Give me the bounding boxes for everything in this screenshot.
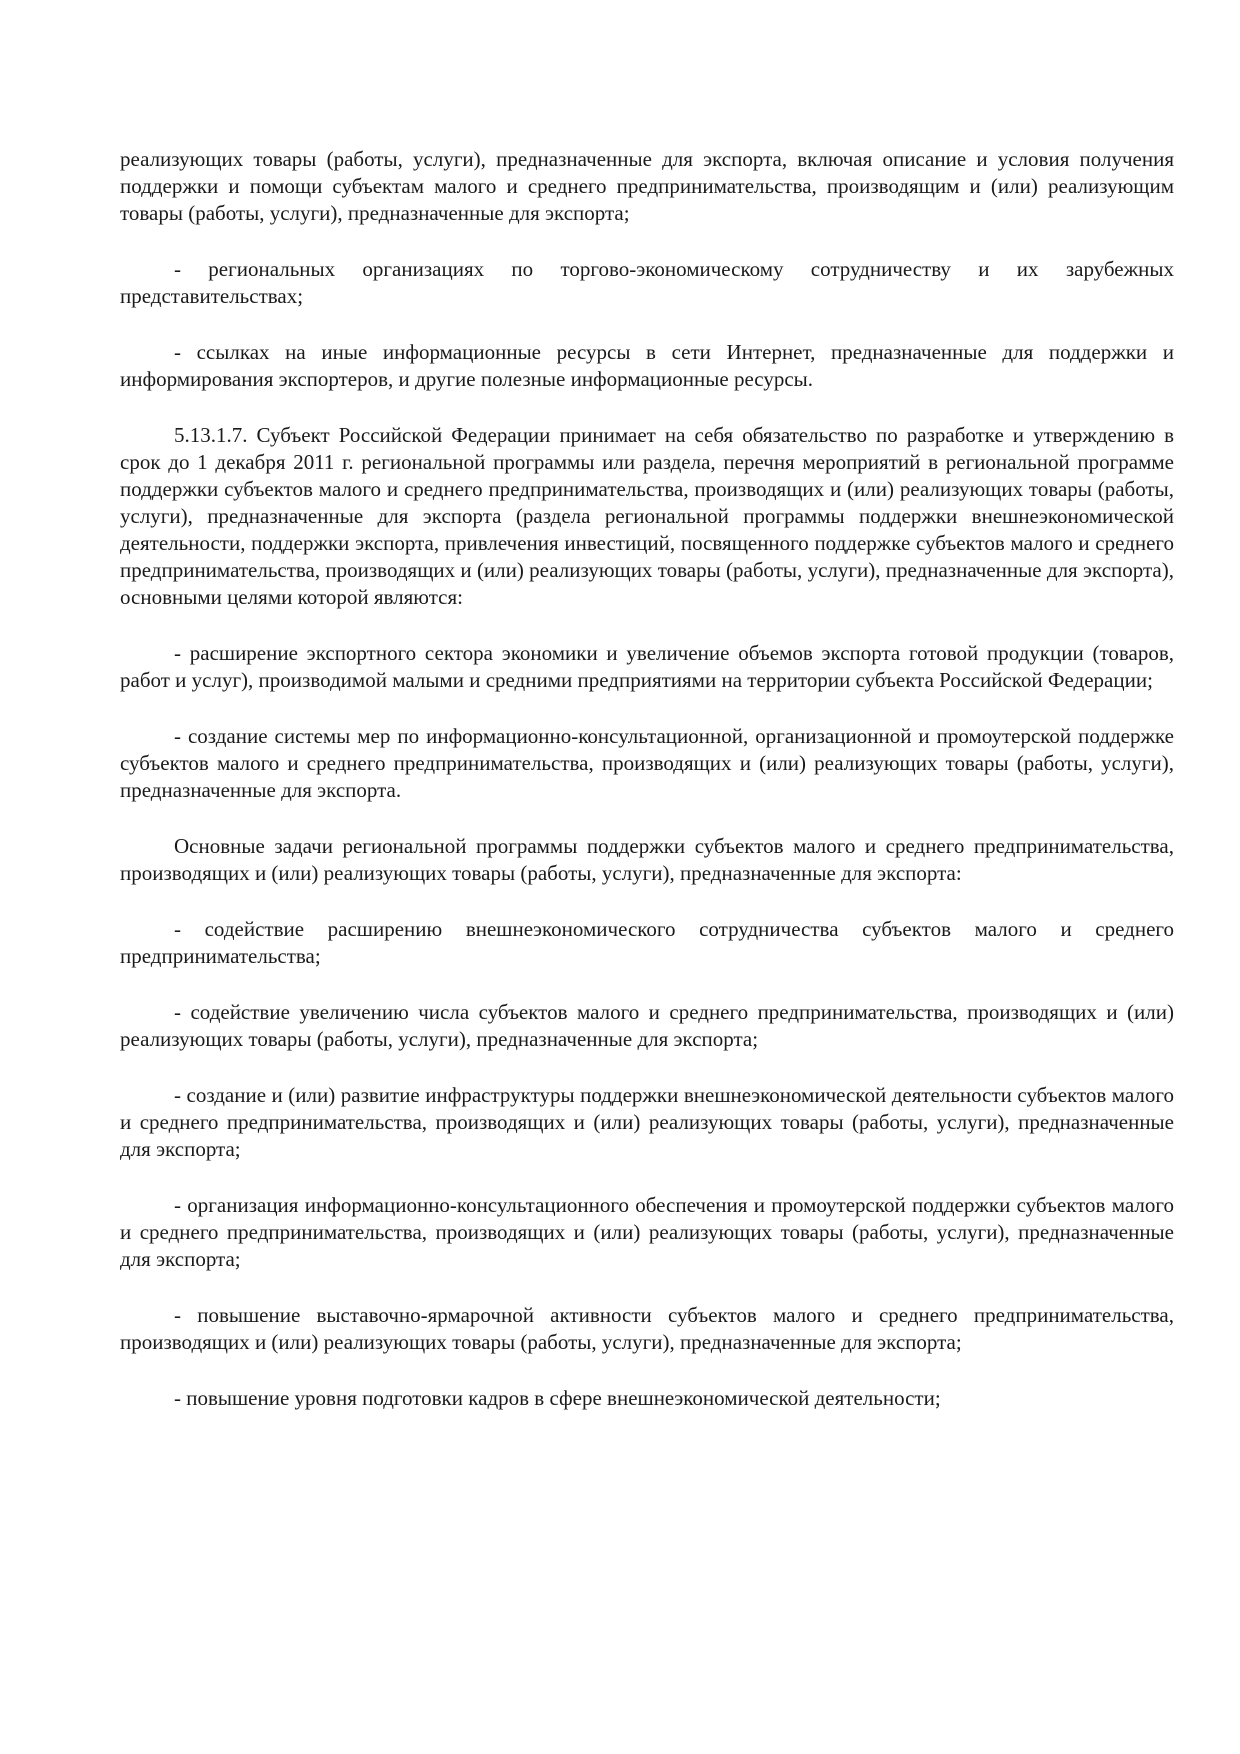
goal-export-sector-expansion: - расширение экспортного сектора экономики и увеличение объемов экспорта готовой продукции (товаров, работ и услуг), производимой малыми и средними предприятиями на территории субъекта Российской Федерации; — [120, 641, 1174, 692]
list-item-internet-links: - ссылках на иные информационные ресурсы в сети Интернет, предназначенные для поддержки и информирования экспортеров, и другие полезные информационные ресурсы. — [120, 340, 1174, 391]
task-exhibition-activity: - повышение выставочно-ярмарочной активности субъектов малого и среднего предпринимательства, производящих и (или) реализующих товары (работы, услуги), предназначенные для экспорта; — [120, 1303, 1174, 1354]
task-increase-number: - содействие увеличению числа субъектов малого и среднего предпринимательства, производящих и (или) реализующих товары (работы, услуги), предназначенные для экспорта; — [120, 1000, 1174, 1051]
tasks-heading-paragraph: Основные задачи региональной программы поддержки субъектов малого и среднего предпринимательства, производящих и (или) реализующих товары (работы, услуги), предназначенные для экспорта: — [120, 834, 1174, 885]
task-infrastructure: - создание и (или) развитие инфраструктуры поддержки внешнеэкономической деятельности субъектов малого и среднего предпринимательства, производящих и (или) реализующих товары (работы, услуги), предназначенные для экспорта; — [120, 1083, 1174, 1161]
goal-support-system: - создание системы мер по информационно-консультационной, организационной и промоутерской поддержке субъектов малого и среднего предпринимательства, производящих и (или) реализующих товары (работы, услуги), предназначенные для экспорта. — [120, 724, 1174, 802]
paragraph-continuation: реализующих товары (работы, услуги), предназначенные для экспорта, включая описание и условия получения поддержки и помощи субъектам малого и среднего предпринимательства, производящим и (или) реализующим товары (работы, услуги), предназначенные для экспорта; — [120, 147, 1174, 225]
document-page — [120, 146, 1174, 1412]
task-cooperation: - содействие расширению внешнеэкономического сотрудничества субъектов малого и среднего предпринимательства; — [120, 917, 1174, 968]
task-information-support: - организация информационно-консультационного обеспечения и промоутерской поддержки субъектов малого и среднего предпринимательства, производящих и (или) реализующих товары (работы, услуги), предназначенные для экспорта; — [120, 1193, 1174, 1271]
clause-5-13-1-7: 5.13.1.7. Субъект Российской Федерации принимает на себя обязательство по разработке и утверждению в срок до 1 декабря 2011 г. региональной программы или раздела, перечня мероприятий в региональной программе поддержки субъектов малого и среднего предпринимательства, производящих и (или) реализующих товары (работы, услуги), предназначенные для экспорта (раздела региональной программы поддержки внешнеэкономической деятельности, поддержки экспорта, привлечения инвестиций, посвященного поддержке субъектов малого и среднего предпринимательства, производящих и (или) реализующих товары (работы, услуги), предназначенные для экспорта), основными целями которой являются: — [120, 423, 1174, 609]
task-personnel-training: - повышение уровня подготовки кадров в сфере внешнеэкономической деятельности; — [174, 1386, 941, 1410]
list-item-regional-organizations: - региональных организациях по торгово-экономическому сотрудничеству и их зарубежных представительствах; — [120, 257, 1174, 308]
